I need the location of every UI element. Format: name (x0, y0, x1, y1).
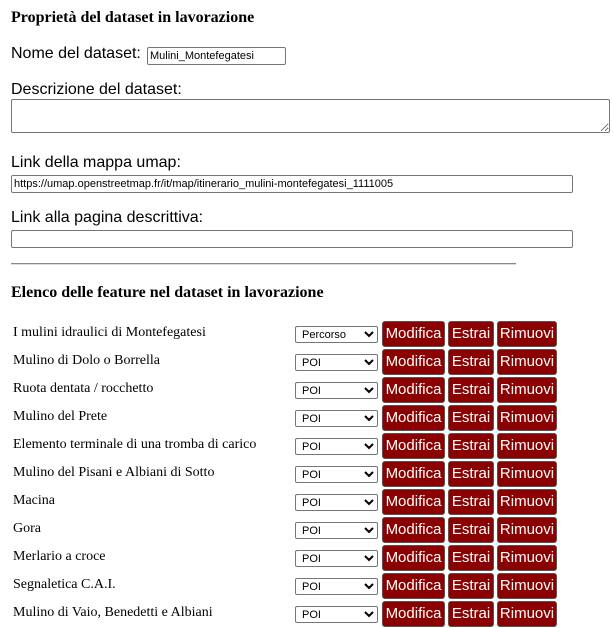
feature-row (11, 488, 611, 516)
feature-name: Ruota dentata / rocchetto (13, 381, 154, 396)
modify-button[interactable]: Modifica (382, 601, 445, 627)
extract-button[interactable]: Estrai (448, 489, 494, 515)
feature-row (11, 320, 611, 348)
umap-link-input[interactable] (11, 175, 573, 193)
feature-type-select[interactable] (295, 438, 378, 455)
modify-button[interactable]: Modifica (382, 517, 445, 543)
feature-list (11, 320, 611, 622)
feature-name: Segnaletica C.A.I. (13, 577, 116, 592)
feature-type-select[interactable] (295, 382, 378, 399)
feature-row (11, 516, 611, 544)
dataset-name-input[interactable] (147, 47, 286, 65)
dataset-properties-heading: Proprietà del dataset in lavorazione (11, 9, 255, 26)
remove-button[interactable]: Rimuovi (497, 573, 557, 599)
feature-type-select[interactable] (295, 578, 378, 595)
page-link-label: Link alla pagina descrittiva: (11, 209, 204, 226)
feature-type-select[interactable] (295, 550, 378, 567)
modify-button[interactable]: Modifica (382, 321, 445, 347)
feature-name: Mulino di Dolo o Borrella (13, 353, 160, 368)
remove-button[interactable]: Rimuovi (497, 349, 557, 375)
feature-type-select[interactable] (295, 466, 378, 483)
feature-name: Merlario a croce (13, 549, 106, 564)
dataset-description-label: Descrizione del dataset: (11, 81, 182, 98)
remove-button[interactable]: Rimuovi (497, 377, 557, 403)
extract-button[interactable]: Estrai (448, 433, 494, 459)
modify-button[interactable]: Modifica (382, 433, 445, 459)
remove-button[interactable]: Rimuovi (497, 545, 557, 571)
feature-name: Gora (13, 521, 41, 536)
modify-button[interactable]: Modifica (382, 405, 445, 431)
section-divider (11, 263, 516, 265)
feature-row (11, 600, 611, 628)
remove-button[interactable]: Rimuovi (497, 433, 557, 459)
extract-button[interactable]: Estrai (448, 349, 494, 375)
extract-button[interactable]: Estrai (448, 377, 494, 403)
feature-row (11, 404, 611, 432)
modify-button[interactable]: Modifica (382, 377, 445, 403)
feature-name: Mulino del Pisani e Albiani di Sotto (13, 465, 215, 480)
extract-button[interactable]: Estrai (448, 517, 494, 543)
feature-row (11, 432, 611, 460)
extract-button[interactable]: Estrai (448, 461, 494, 487)
feature-row (11, 460, 611, 488)
feature-row (11, 572, 611, 600)
modify-button[interactable]: Modifica (382, 545, 445, 571)
feature-name: Macina (13, 493, 55, 508)
feature-row (11, 544, 611, 572)
umap-link-label: Link della mappa umap: (11, 154, 181, 171)
remove-button[interactable]: Rimuovi (497, 601, 557, 627)
extract-button[interactable]: Estrai (448, 321, 494, 347)
remove-button[interactable]: Rimuovi (497, 321, 557, 347)
feature-name: Mulino del Prete (13, 409, 108, 424)
remove-button[interactable]: Rimuovi (497, 405, 557, 431)
feature-row (11, 348, 611, 376)
extract-button[interactable]: Estrai (448, 545, 494, 571)
features-heading: Elenco delle feature nel dataset in lavorazione (11, 284, 324, 301)
feature-type-select[interactable] (295, 494, 378, 511)
remove-button[interactable]: Rimuovi (497, 489, 557, 515)
feature-type-select[interactable] (295, 522, 378, 539)
page-link-input[interactable] (11, 230, 573, 248)
feature-row (11, 376, 611, 404)
remove-button[interactable]: Rimuovi (497, 461, 557, 487)
extract-button[interactable]: Estrai (448, 601, 494, 627)
modify-button[interactable]: Modifica (382, 461, 445, 487)
feature-type-select[interactable] (295, 410, 378, 427)
remove-button[interactable]: Rimuovi (497, 517, 557, 543)
feature-name: Mulino di Vaio, Benedetti e Albiani (13, 605, 213, 620)
modify-button[interactable]: Modifica (382, 489, 445, 515)
feature-name: Elemento terminale di una tromba di carico (13, 437, 257, 452)
modify-button[interactable]: Modifica (382, 349, 445, 375)
feature-name: I mulini idraulici di Montefegatesi (13, 325, 206, 340)
feature-type-select[interactable] (295, 354, 378, 371)
dataset-name-label: Nome del dataset: (11, 45, 141, 62)
feature-type-select[interactable] (295, 606, 378, 623)
extract-button[interactable]: Estrai (448, 573, 494, 599)
extract-button[interactable]: Estrai (448, 405, 494, 431)
dataset-description-textarea[interactable] (11, 99, 610, 133)
feature-type-select[interactable] (295, 326, 378, 343)
modify-button[interactable]: Modifica (382, 573, 445, 599)
